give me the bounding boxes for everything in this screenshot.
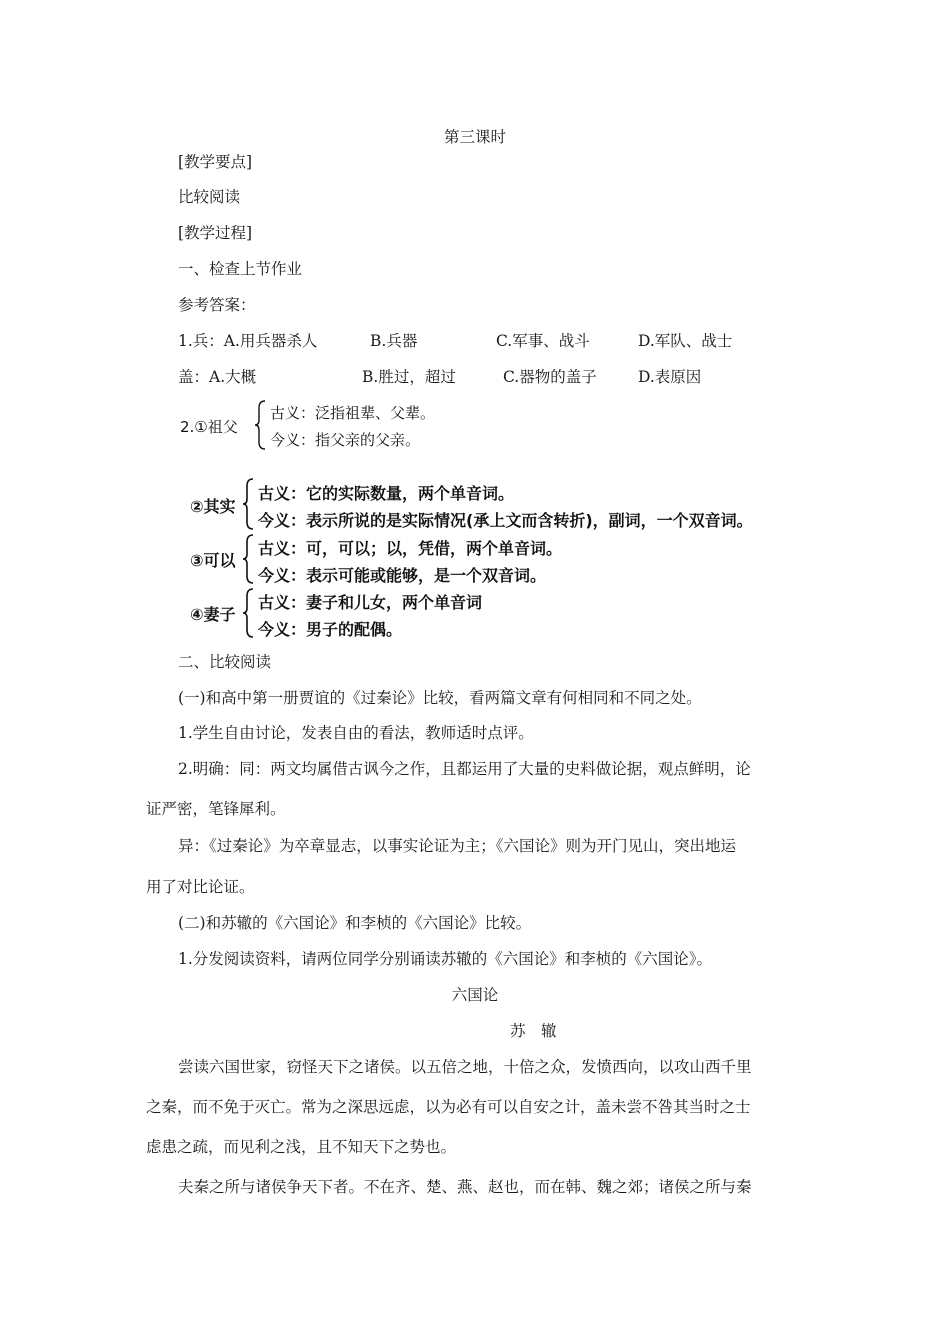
gai-option-c: C.器物的盖子: [503, 368, 597, 386]
compare2-heading: (二)和苏辙的《六国论》和李桢的《六国论》比较。: [178, 914, 532, 932]
section2-heading: 二、比较阅读: [178, 653, 272, 671]
essay-p1-line3: 虑患之疏，而见利之浅，且不知天下之势也。: [146, 1138, 457, 1156]
modern-meaning: 今义：表示可能或能够，是一个双音词。: [258, 566, 547, 585]
bing-lead: 1.兵：A.用兵器杀人: [178, 332, 318, 350]
answers-heading: 参考答案：: [178, 296, 256, 314]
word-label: ③可以: [190, 551, 236, 570]
brace-icon: [242, 534, 254, 584]
ancient-meaning: 古义：可，可以；以，凭借，两个单音词。: [258, 539, 563, 558]
bing-option-d: D.军队、战士: [638, 332, 733, 350]
essay-p1-line1: 尝读六国世家，窃怪天下之诸侯。以五倍之地，十倍之众，发愤西向，以攻山西千里: [178, 1058, 752, 1076]
bing-option-c: C.军事、战斗: [496, 332, 590, 350]
teaching-points-text: 比较阅读: [178, 188, 241, 206]
ancient-meaning: 古义：它的实际数量，两个单音词。: [258, 484, 515, 503]
word-label: ④妻子: [190, 605, 236, 624]
section1-heading: 一、检查上节作业: [178, 260, 303, 278]
brace-icon: [242, 478, 254, 530]
bing-option-b: B.兵器: [370, 332, 418, 350]
compare1-step2-line1: 2.明确：同：两文均属借古讽今之作，且都运用了大量的史料做论据，观点鲜明，论: [178, 760, 751, 778]
compare1-step2-line2: 证严密，笔锋犀利。: [146, 800, 286, 818]
gai-lead: 盖：A.大概: [178, 368, 257, 386]
lesson-title: 第三课时: [443, 128, 506, 146]
ancient-meaning: 古义：妻子和儿女，两个单音词: [258, 593, 483, 612]
word-label: 2.①祖父: [180, 418, 238, 436]
essay-title: 六国论: [451, 986, 499, 1004]
process-heading: [教学过程]: [178, 224, 253, 242]
compare1-step1: 1.学生自由讨论，发表自由的看法，教师适时点评。: [178, 724, 534, 742]
compare2-step1: 1.分发阅读资料，请两位同学分别诵读苏辙的《六国论》和李桢的《六国论》。: [178, 950, 713, 968]
word-label: ②其实: [190, 497, 236, 516]
compare1-diff-line1: 异：《过秦论》为卒章显志，以事实论证为主；《六国论》则为开门见山，突出地运: [178, 837, 737, 855]
essay-p2-line1: 夫秦之所与诸侯争天下者。不在齐、楚、燕、赵也，而在韩、魏之郊；诸侯之所与秦: [178, 1178, 752, 1196]
ancient-meaning: 古义：泛指祖辈、父辈。: [270, 404, 436, 422]
essay-author: 苏 辙: [510, 1022, 557, 1040]
modern-meaning: 今义：指父亲的父亲。: [270, 431, 421, 449]
brace-icon: [254, 400, 266, 450]
gai-option-b: B.胜过，超过: [362, 368, 456, 386]
modern-meaning: 今义：表示所说的是实际情况(承上文而含转折)，副词，一个双音词。: [258, 511, 753, 530]
modern-meaning: 今义：男子的配偶。: [258, 620, 403, 639]
brace-icon: [242, 588, 254, 638]
teaching-points-heading: [教学要点]: [178, 153, 253, 171]
gai-option-d: D.表原因: [638, 368, 702, 386]
compare1-heading: (一)和高中第一册贾谊的《过秦论》比较，看两篇文章有何相同和不同之处。: [178, 689, 702, 707]
essay-p1-line2: 之秦，而不免于灭亡。常为之深思远虑，以为必有可以自安之计，盖未尝不咎其当时之士: [146, 1098, 751, 1116]
compare1-diff-line2: 用了对比论证。: [146, 878, 255, 896]
